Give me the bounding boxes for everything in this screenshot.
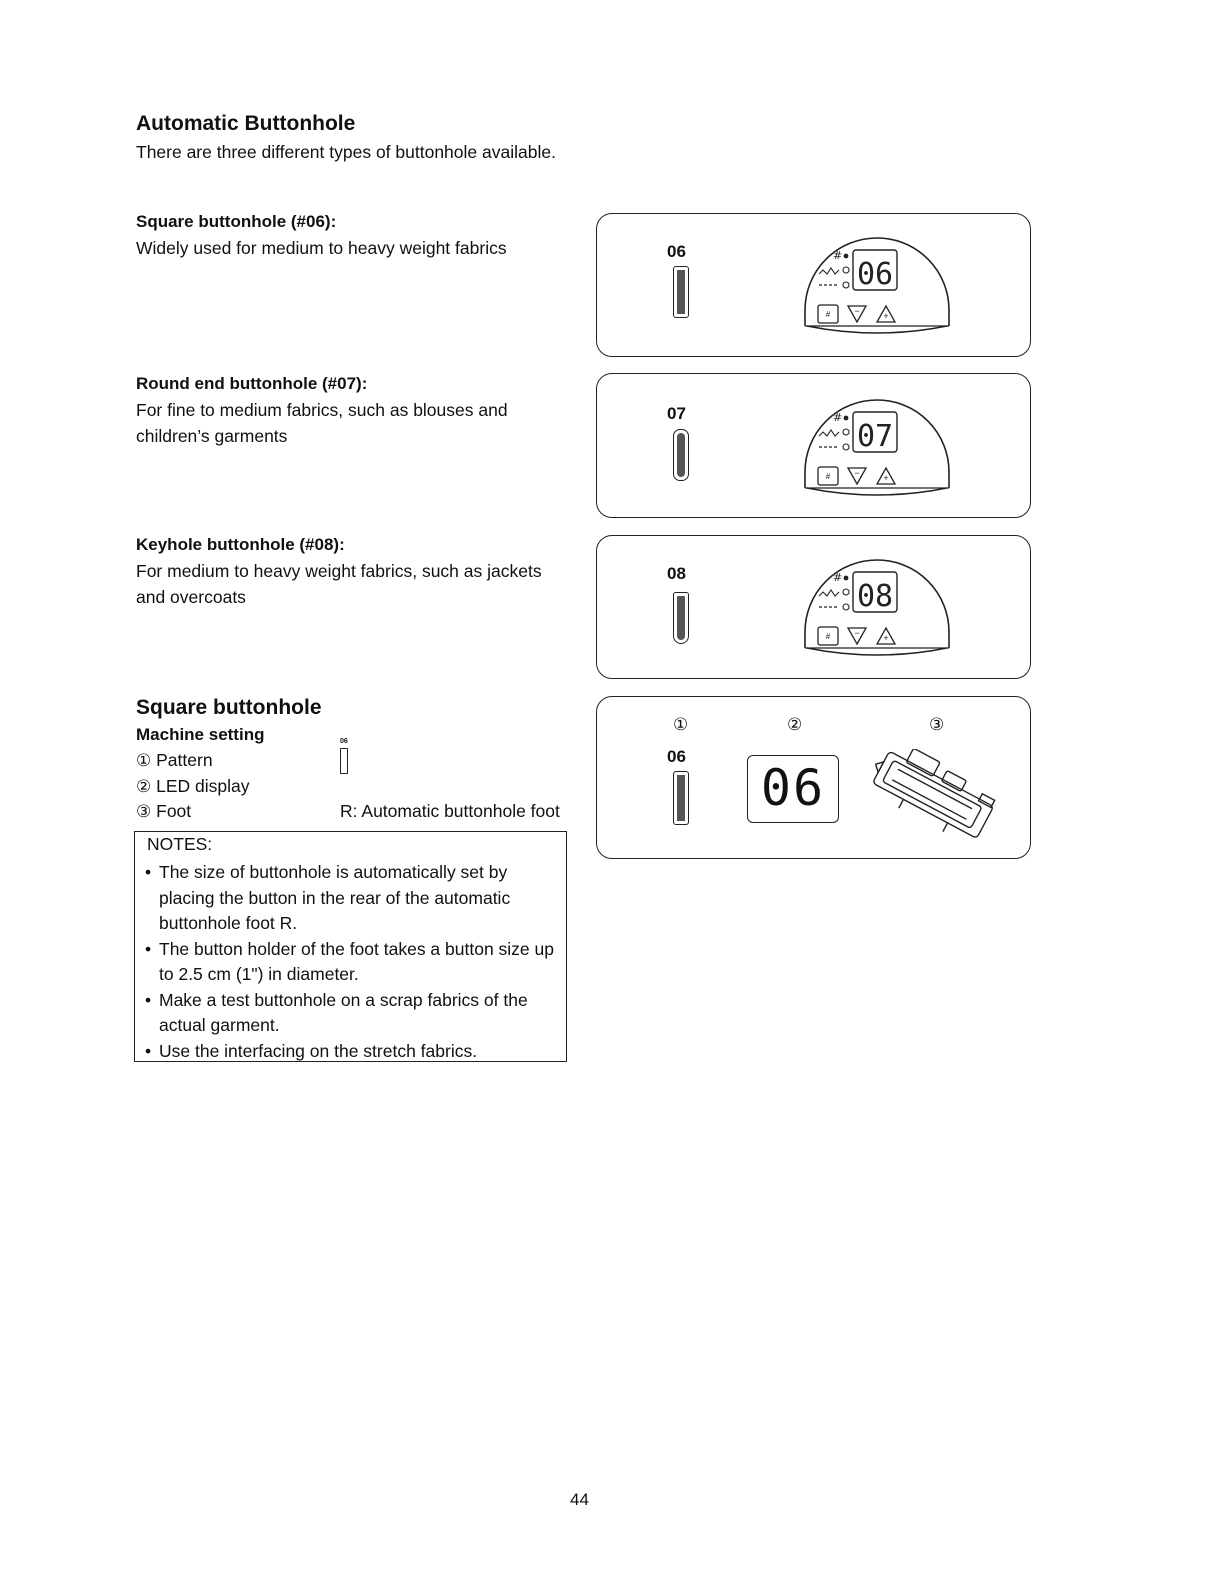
page-title: Automatic Buttonhole <box>136 112 356 135</box>
control-panel-dome <box>797 222 957 340</box>
panel-round-end-buttonhole <box>596 373 1031 518</box>
notes-box <box>134 831 567 1062</box>
marker-foot: ③ <box>929 715 945 734</box>
keyhole-buttonhole-heading: Keyhole buttonhole (#08): <box>136 535 345 554</box>
marker-2: ② <box>136 777 152 796</box>
keyhole-desc-line-1: For medium to heavy weight fabrics, such as jackets <box>136 561 542 581</box>
marker-1: ① <box>136 751 152 770</box>
notes-title: NOTES: <box>147 834 213 854</box>
svg-text:#: # <box>825 472 831 481</box>
panel-machine-setting <box>596 696 1031 859</box>
marker-led-display: ② <box>787 715 803 734</box>
led-digits: 08 <box>856 579 894 614</box>
note-item: • Use the interfacing on the stretch fabrics. <box>145 1039 565 1065</box>
svg-text:−: − <box>854 468 860 478</box>
led-digits-large: 06 <box>760 759 826 817</box>
svg-text:#: # <box>833 411 843 424</box>
setting-item-led-display <box>136 773 250 800</box>
pattern-code: 07 <box>667 404 686 423</box>
panel-square-buttonhole <box>596 213 1031 357</box>
square-buttonhole-heading: Square buttonhole (#06): <box>136 212 337 231</box>
note-item: • The size of buttonhole is automatically set by placing the button in the rear of the automatic buttonhole foot R. <box>145 860 565 937</box>
setting-item-foot <box>136 798 191 825</box>
led-digits: 07 <box>856 419 894 454</box>
round-end-buttonhole-heading: Round end buttonhole (#07): <box>136 374 368 393</box>
keyhole-desc-line-2: and overcoats <box>136 587 246 607</box>
led-display <box>747 755 839 823</box>
pattern-code: 08 <box>667 564 686 583</box>
item-label: Pattern <box>156 750 213 770</box>
square-buttonhole-small-icon <box>340 748 348 774</box>
round-end-desc-line-1: For fine to medium fabrics, such as blouses and <box>136 400 508 420</box>
marker-3: ③ <box>136 802 152 821</box>
svg-text:+: + <box>883 473 889 483</box>
page-number: 44 <box>570 1490 589 1509</box>
item-label: LED display <box>156 776 250 796</box>
note-item: • The button holder of the foot takes a button size up to 2.5 cm (1") in diameter. <box>145 937 565 988</box>
square-buttonhole-desc-line-1: Widely used for medium to heavy weight fabrics <box>136 238 507 258</box>
machine-setting-label: Machine setting <box>136 725 265 744</box>
svg-text:#: # <box>825 632 831 641</box>
pattern-code: 06 <box>667 747 686 766</box>
svg-text:#: # <box>825 310 831 319</box>
round-end-desc-line-2: children’s garments <box>136 426 288 446</box>
panel-keyhole-buttonhole <box>596 535 1031 679</box>
buttonhole-foot-icon <box>863 749 1003 845</box>
intro-text: There are three different types of buttonhole available. <box>136 142 556 162</box>
keyhole-buttonhole-icon <box>673 592 689 644</box>
pattern-code: 06 <box>667 242 686 261</box>
control-panel-dome <box>797 384 957 502</box>
svg-text:+: + <box>883 311 889 321</box>
svg-text:−: − <box>854 306 860 316</box>
setting-item-pattern <box>136 747 213 774</box>
foot-value: R: Automatic buttonhole foot <box>340 801 560 821</box>
square-buttonhole-icon <box>673 771 689 825</box>
note-item: • Make a test buttonhole on a scrap fabrics of the actual garment. <box>145 988 565 1039</box>
svg-text:#: # <box>833 571 843 584</box>
pattern-icon-label: 06 <box>340 738 348 745</box>
control-panel-dome <box>797 544 957 662</box>
notes-list <box>145 860 565 1064</box>
round-end-buttonhole-icon <box>673 429 689 481</box>
marker-pattern: ① <box>673 715 689 734</box>
square-buttonhole-section-heading: Square buttonhole <box>136 696 322 719</box>
led-digits: 06 <box>856 257 894 292</box>
item-label: Foot <box>156 801 192 821</box>
square-buttonhole-icon <box>673 266 689 318</box>
svg-text:#: # <box>833 249 843 262</box>
svg-text:−: − <box>854 628 860 638</box>
svg-text:+: + <box>883 633 889 643</box>
